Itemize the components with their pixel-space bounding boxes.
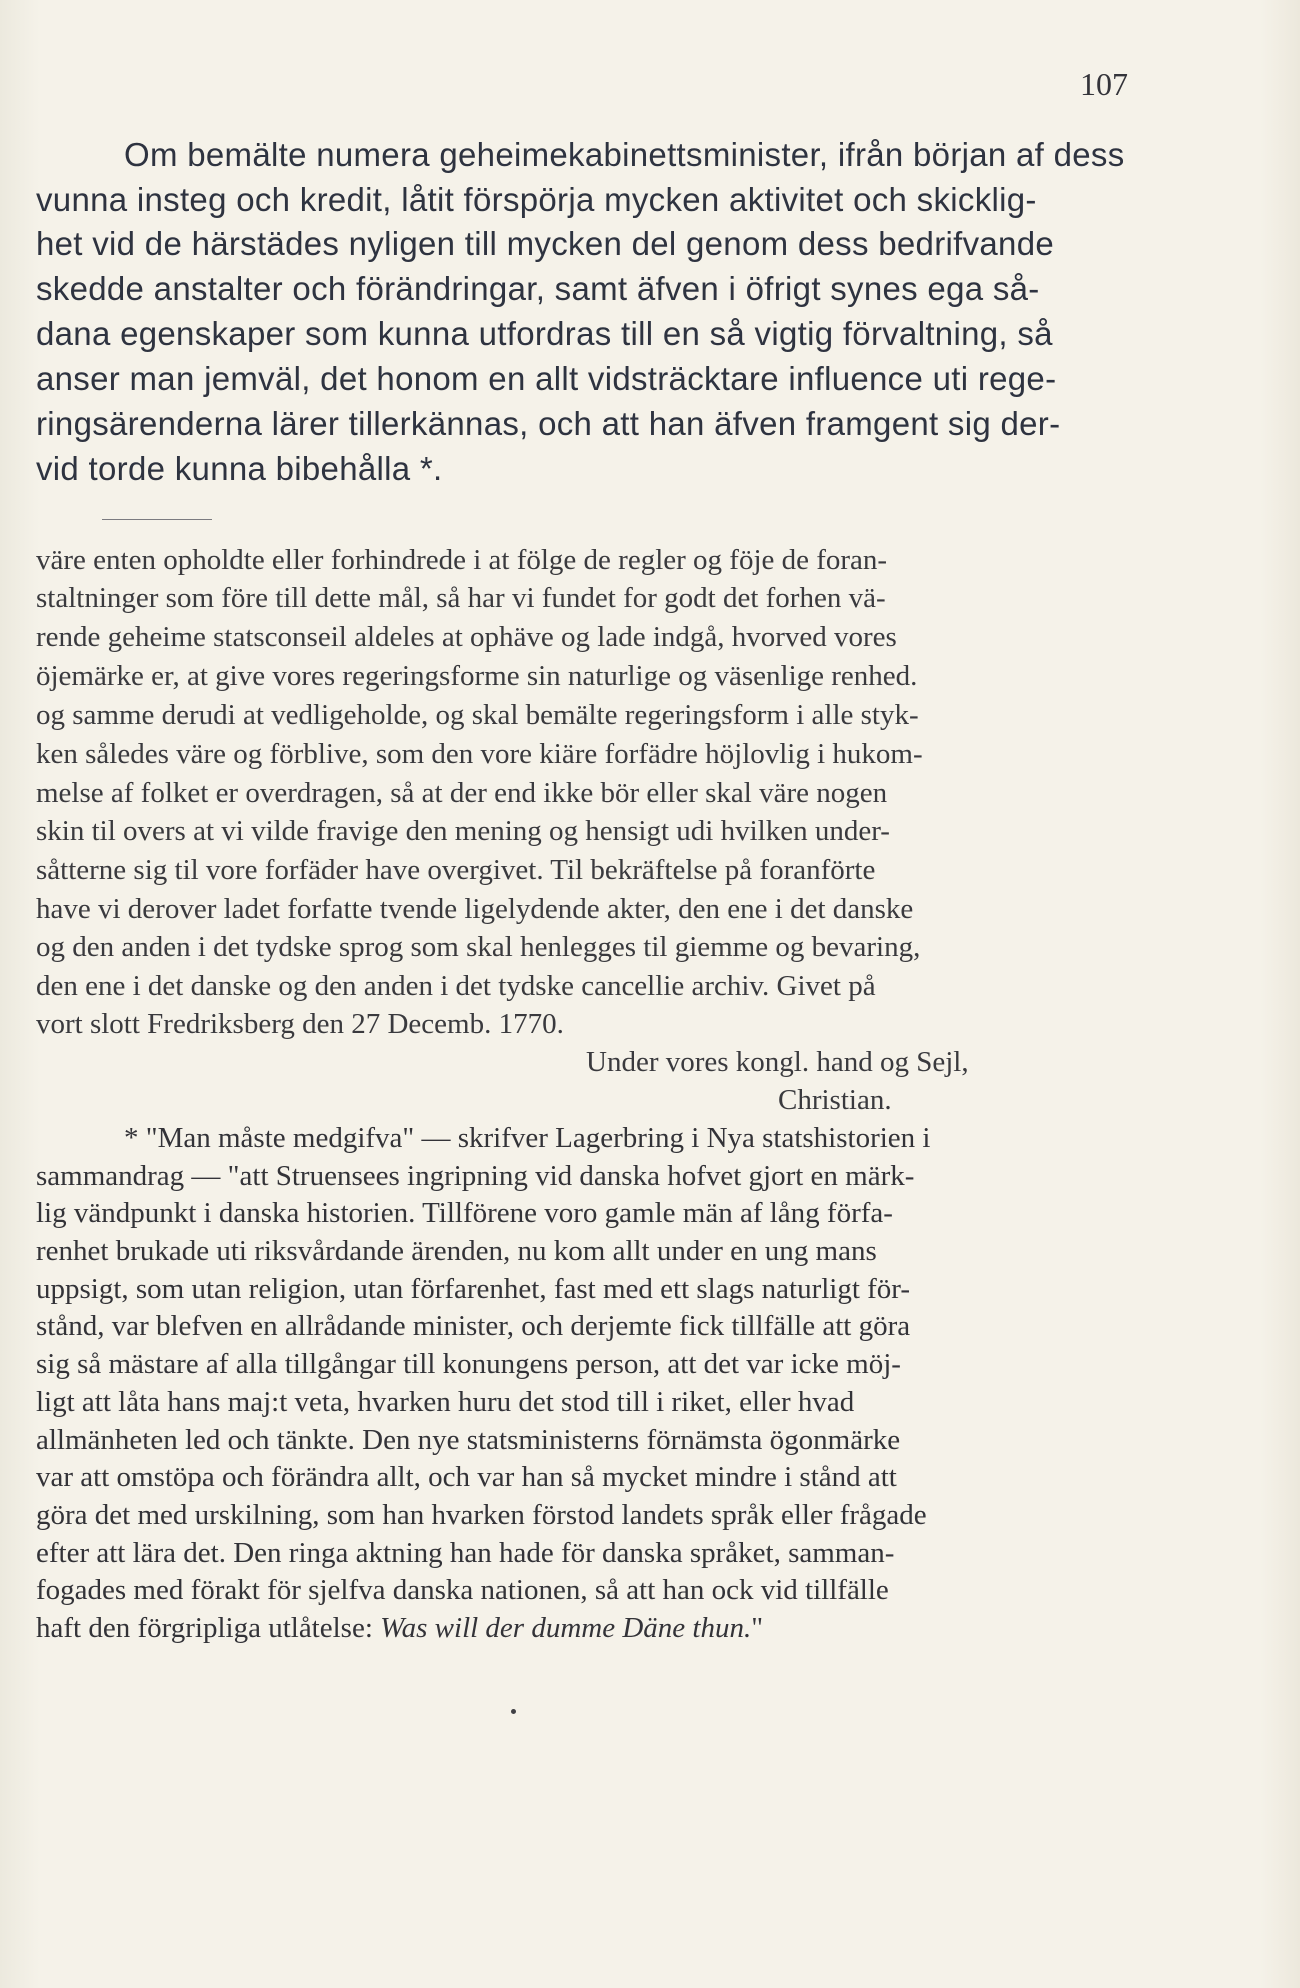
- main-text-line: vid torde kunna bibehålla *.: [36, 450, 443, 487]
- quote-text-line: staltninger som före till dette mål, så har vi fundet for godt det forhen vä-: [36, 582, 886, 614]
- main-text-line: vunna insteg och kredit, låtit förspörja mycken aktivitet och skicklig-: [36, 181, 1037, 218]
- footnote-line: * "Man måste medgifva" — skrifver Lagerbring i Nya statshistorien i: [124, 1122, 931, 1154]
- footnote-last-line: [36, 1612, 763, 1645]
- footnote-line: sig så mästare af alla tillgångar till konungens person, att det var icke möj-: [36, 1348, 901, 1380]
- footnote-line: ligt att låta hans maj:t veta, hvarken huru det stod till i riket, eller hvad: [36, 1386, 855, 1418]
- quote-text-line: rende geheime statsconseil aldeles at ophäve og lade indgå, hvorved vores: [36, 621, 897, 653]
- footnote-line: efter att lära det. Den ringa aktning han hade för danska språket, samman-: [36, 1537, 895, 1569]
- quote-text-line: öjemärke er, at give vores regeringsforme sin naturlige og väsenlige renhed.: [36, 660, 918, 692]
- page-number: 107: [1080, 66, 1128, 102]
- footnote-closing-quote: ": [751, 1612, 764, 1644]
- ink-speck: [511, 1709, 516, 1714]
- footnote-line: allmänheten led och tänkte. Den nye statsministerns förnämsta ögonmärke: [36, 1424, 901, 1456]
- quote-text-line: skin til overs at vi vilde fravige den mening og hensigt udi hvilken under-: [36, 815, 890, 847]
- footnote-line: sammandrag — "att Struensees ingripning vid danska hofvet gjort en märk-: [36, 1160, 915, 1192]
- main-text-line: dana egenskaper som kunna utfordras till en så vigtig förvaltning, så: [36, 315, 1053, 352]
- signature-name: Christian.: [778, 1084, 892, 1116]
- quote-text-line: have vi derover ladet forfatte tvende ligelydende akter, den ene i det danske: [36, 893, 914, 925]
- quote-text-line: melse af folket er overdragen, så at der end ikke bör eller skal väre nogen: [36, 777, 888, 809]
- footnote-last-line-prefix: haft den förgripliga utlåtelse:: [36, 1612, 381, 1644]
- signature-line: Under vores kongl. hand og Sejl,: [586, 1046, 969, 1078]
- quote-text-line: såtterne sig til vore forfäder have overgivet. Til bekräftelse på foranförte: [36, 854, 876, 886]
- main-text-line: ringsärenderna lärer tillerkännas, och att han äfven framgent sig der-: [36, 405, 1061, 442]
- footnote-line: göra det med urskilning, som han hvarken förstod landets språk eller frågade: [36, 1499, 927, 1531]
- quote-text-line: den ene i det danske og den anden i det tydske cancellie archiv. Givet på: [36, 970, 876, 1002]
- quote-text-line: og den anden i det tydske sprog som skal henlegges til giemme og bevaring,: [36, 931, 921, 963]
- footnote-line: lig vändpunkt i danska historien. Tillförene voro gamle män af lång förfa-: [36, 1197, 893, 1229]
- footnote-line: uppsigt, som utan religion, utan förfarenhet, fast med ett slags naturligt för-: [36, 1273, 911, 1305]
- quote-text-line: vort slott Fredriksberg den 27 Decemb. 1770.: [36, 1008, 564, 1040]
- quote-text-line: ken således väre og förblive, som den vore kiäre forfädre höjlovlig i hukom-: [36, 738, 923, 770]
- main-text-line: het vid de härstädes nyligen till mycken del genom dess bedrifvande: [36, 225, 1055, 262]
- main-text-line: Om bemälte numera geheimekabinettsminister, ifrån början af dess: [124, 136, 1125, 173]
- footnote-german-quote: Was will der dumme Däne thun.: [380, 1612, 752, 1644]
- footnote-separator: [102, 519, 212, 520]
- footnote-line: fogades med förakt för sjelfva danska nationen, så att han ock vid tillfälle: [36, 1574, 889, 1606]
- main-text-line: anser man jemväl, det honom en allt vidsträcktare influence uti rege-: [36, 360, 1057, 397]
- quote-text-line: väre enten opholdte eller forhindrede i at fölge de regler og föje de foran-: [36, 544, 888, 576]
- footnote-line: var att omstöpa och förändra allt, och var han så mycket mindre i stånd att: [36, 1461, 897, 1493]
- footnote-line: renhet brukade uti riksvårdande ärenden, nu kom allt under en ung mans: [36, 1235, 877, 1267]
- footnote-line: stånd, var blefven en allrådande minister, och derjemte fick tillfälle att göra: [36, 1310, 911, 1342]
- main-text-line: skedde anstalter och förändringar, samt äfven i öfrigt synes ega så-: [36, 270, 1040, 307]
- quote-text-line: og samme derudi at vedligeholde, og skal bemälte regeringsform i alle styk-: [36, 699, 919, 731]
